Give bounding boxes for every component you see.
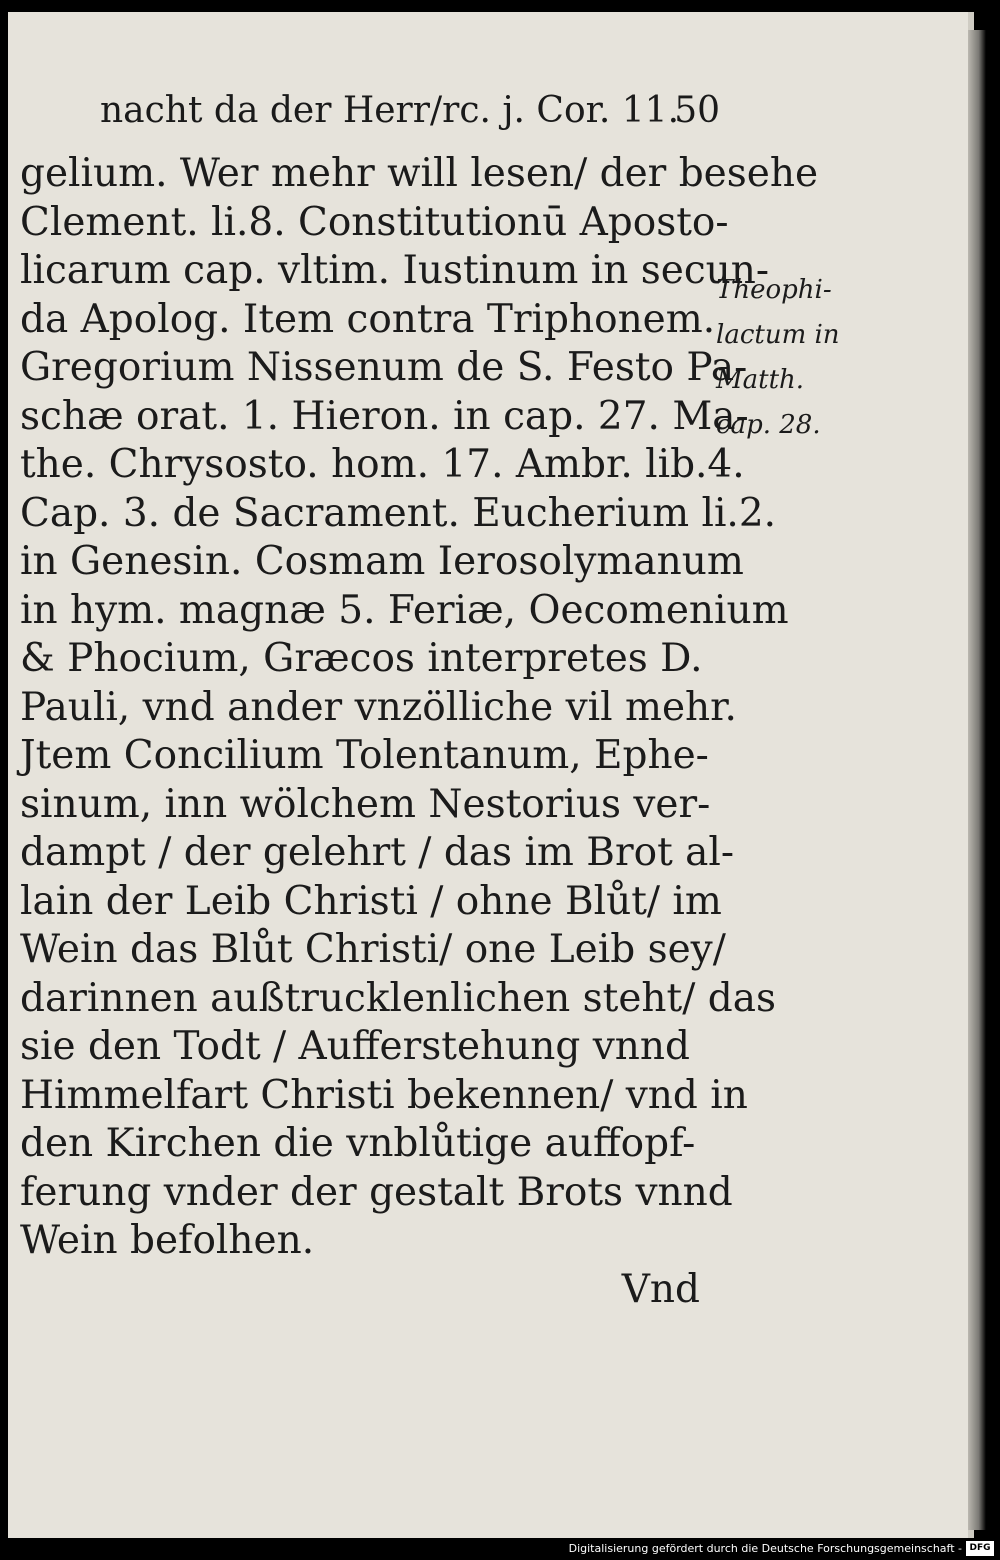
text-line: Clement. li.8. Constitutionū Aposto- [20, 199, 729, 245]
margin-note-line: Theophi- [716, 275, 832, 305]
text-line: Jtem Concilium Tolentanum, Ephe- [20, 733, 709, 778]
footer-credit: Digitalisierung gefördert durch die Deutsche Forschungsgemeinschaft - [568, 1542, 962, 1555]
text-line: dampt / der gelehrt / das im Brot al- [20, 830, 735, 875]
text-line: sinum, inn wölchem Nestorius ver- [20, 781, 711, 827]
running-title: nacht da der Herr/rc. j. Cor. 11. [100, 90, 680, 131]
catchword: Vnd [621, 1266, 700, 1312]
text-line: darinnen außtrucklenlichen steht/ das [20, 975, 776, 1021]
text-line: lain der Leib Christi / ohne Blůt/ im [20, 878, 722, 924]
page-edge [968, 30, 986, 1530]
text-line: gelium. Wer mehr will lesen/ der besehe [20, 151, 819, 196]
text-line: Gregorium Nissenum de S. Festo Pa- [20, 345, 748, 390]
text-line: den Kirchen die vnblůtige auffopf- [20, 1121, 696, 1166]
text-line: sie den Todt / Aufferstehung vnnd [20, 1024, 690, 1069]
text-line: the. Chrysosto. hom. 17. Ambr. lib.4. [20, 442, 745, 487]
dfg-logo-icon: DFG [966, 1541, 994, 1556]
text-line: in Genesin. Cosmam Ierosolymanum [20, 539, 744, 584]
page-number: 50 [674, 90, 720, 131]
margin-note-line: Matth. [716, 365, 805, 395]
text-line: schæ orat. 1. Hieron. in cap. 27. Ma- [20, 393, 749, 439]
text-line: in hym. magnæ 5. Feriæ, Oecomenium [20, 587, 789, 633]
margin-note-line: cap. 28. [716, 410, 821, 440]
text-line: da Apolog. Item contra Triphonem. [20, 296, 716, 342]
text-line: ferung vnder der gestalt Brots vnnd [20, 1169, 733, 1215]
text-line: Pauli, vnd ander vnzölliche vil mehr. [20, 684, 737, 730]
text-line: Himmelfart Christi bekennen/ vnd in [20, 1072, 748, 1118]
text-line: Wein befolhen. [20, 1218, 315, 1263]
digitization-footer [0, 1538, 1000, 1560]
margin-note [716, 268, 876, 448]
text-line: Wein das Blůt Christi/ one Leib sey/ [20, 927, 726, 972]
running-header [100, 90, 720, 131]
text-line: licarum cap. vltim. Iustinum in secun- [20, 248, 770, 293]
text-line: Cap. 3. de Sacrament. Eucherium li.2. [20, 490, 777, 536]
margin-note-line: lactum in [716, 320, 840, 350]
text-line: & Phocium, Græcos interpretes D. [20, 636, 703, 681]
